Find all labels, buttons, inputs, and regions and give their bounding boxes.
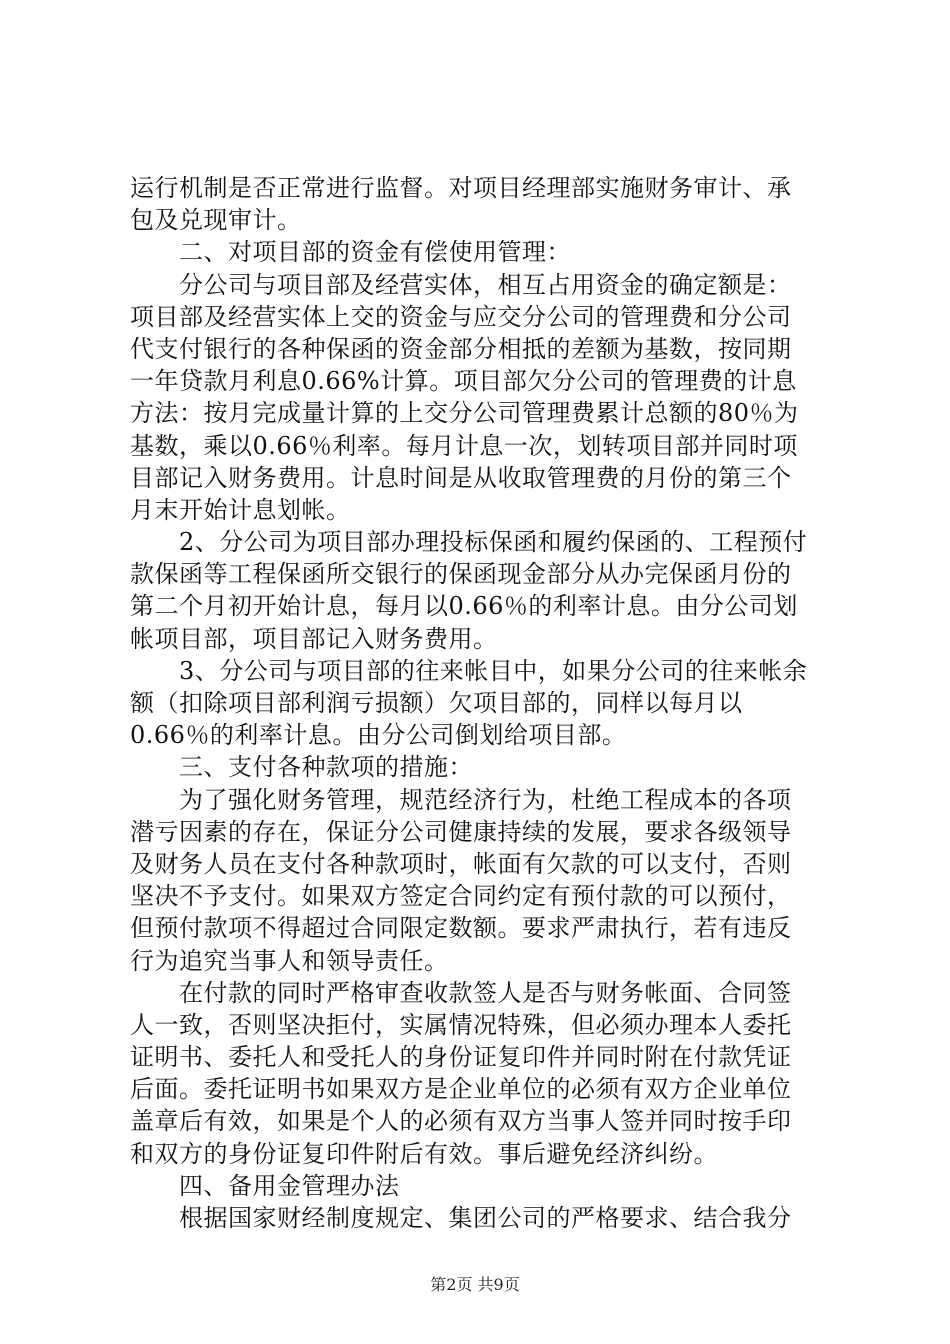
text-line: 月末开始计息划帐。 (130, 495, 351, 524)
text-line: 3、分公司与项目部的往来帐目中，如果分公司的往来帐余 (130, 656, 808, 685)
text-line: 坚决不予支付。如果双方签定合同约定有预付款的可以预付， (130, 882, 792, 911)
page-number-footer: 第2页 共9页 (430, 1275, 520, 1294)
text-line: 2、分公司为项目部办理投标保函和履约保函的、工程预付 (130, 528, 808, 557)
text-line: 行为追究当事人和领导责任。 (130, 946, 449, 975)
section-heading: 三、支付各种款项的措施： (130, 753, 473, 782)
text-line: 分公司与项目部及经营实体，相互占用资金的确定额是： (130, 270, 792, 299)
text-line: 根据国家财经制度规定、集团公司的严格要求、结合我分 (130, 1204, 792, 1232)
text-line: 及财务人员在支付各种款项时，帐面有欠款的可以支付，否则 (130, 849, 792, 878)
text-line: 包及兑现审计。 (130, 206, 302, 235)
text-line: 运行机制是否正常进行监督。对项目经理部实施财务审计、承 (130, 174, 792, 202)
text-line: 证明书、委托人和受托人的身份证复印件并同时附在付款凭证 (130, 1043, 792, 1072)
text-line: 后面。委托证明书如果双方是企业单位的必须有双方企业单位 (130, 1075, 792, 1104)
text-line: 项目部及经营实体上交的资金与应交分公司的管理费和分公司 (130, 302, 792, 331)
section-heading: 四、备用金管理办法 (130, 1171, 400, 1200)
text-line: 0.66％的利率计息。由分公司倒划给项目部。 (130, 721, 627, 750)
text-line: 在付款的同时严格审查收款签人是否与财务帐面、合同签 (130, 978, 792, 1007)
text-line: 第二个月初开始计息，每月以0.66％的利率计息。由分公司划 (130, 592, 798, 621)
text-line: 基数，乘以0.66％利率。每月计息一次，划转项目部并同时项 (130, 431, 798, 460)
text-line: 款保函等工程保函所交银行的保函现金部分从办完保函月份的 (130, 560, 792, 589)
text-line: 方法：按月完成量计算的上交分公司管理费累计总额的80％为 (130, 399, 799, 428)
text-line: 帐项目部，项目部记入财务费用。 (130, 624, 498, 653)
text-line: 人一致，否则坚决拒付，实属情况特殊，但必须办理本人委托 (130, 1010, 792, 1039)
text-line: 盖章后有效，如果是个人的必须有双方当事人签并同时按手印 (130, 1107, 792, 1136)
text-line: 额（扣除项目部利润亏损额）欠项目部的，同样以每月以 (130, 689, 743, 717)
text-line: 一年贷款月利息0.66%计算。项目部欠分公司的管理费的计息 (130, 367, 797, 396)
text-line: 为了强化财务管理，规范经济行为，杜绝工程成本的各项 (130, 785, 792, 814)
section-heading: 二、对项目部的资金有偿使用管理： (130, 238, 571, 267)
text-line: 代支付银行的各种保函的资金部分相抵的差额为基数，按同期 (130, 334, 792, 363)
text-line: 潜亏因素的存在，保证分公司健康持续的发展，要求各级领导 (130, 817, 792, 846)
text-line: 目部记入财务费用。计息时间是从收取管理费的月份的第三个 (130, 463, 792, 492)
body-text (130, 172, 830, 1234)
text-line: 和双方的身份证复印件附后有效。事后避免经济纠纷。 (130, 1139, 718, 1168)
text-line: 但预付款项不得超过合同限定数额。要求严肃执行，若有违反 (130, 914, 792, 943)
